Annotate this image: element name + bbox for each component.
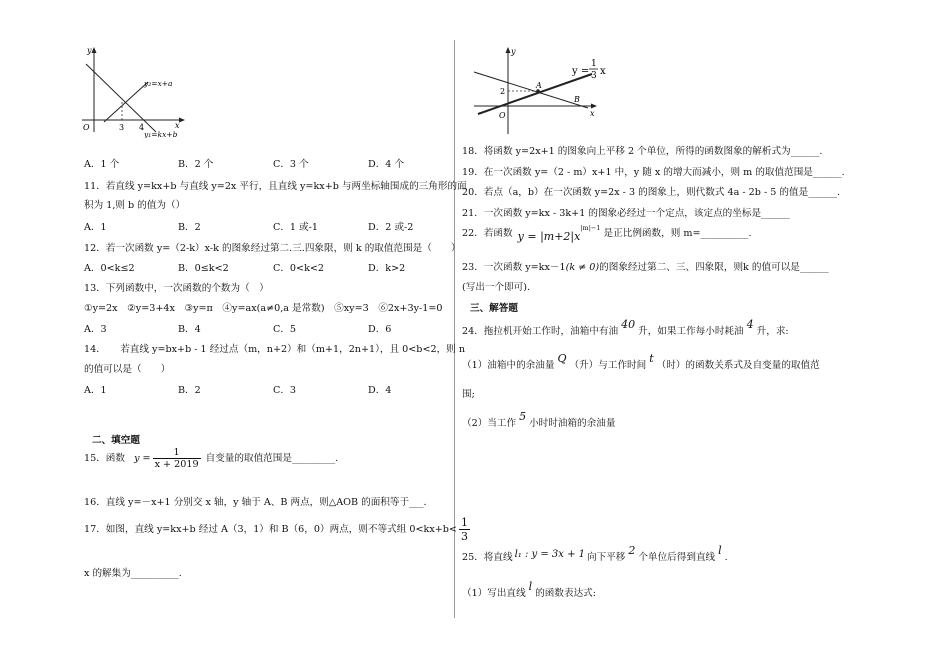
q15-numerator: 1 xyxy=(153,447,201,459)
option-d: D．k>2 xyxy=(368,263,406,274)
graph-x-label: x xyxy=(590,109,595,118)
option-a: A．1 xyxy=(84,222,107,233)
option-c: C．3 个 xyxy=(273,159,309,170)
q25-line-l1: l₁ : y = 3x + 1 xyxy=(514,549,586,560)
section-fill-blank-heading: 二、填空题 xyxy=(92,435,140,446)
q13-items: ①y=2x ②y=3+4x ③y=π ④y=ax(a≠0,a 是常数) ⑤xy=3 ⑥2x+3y-1=0 xyxy=(84,303,443,314)
q24-part-c: 升，求: xyxy=(756,326,789,337)
q14-options xyxy=(84,382,414,396)
section-solve-heading: 三、解答题 xyxy=(470,303,518,314)
q25-text: 25．将直线 l₁ : y = 3x + 1 向下平移2个单位后得到直线l. xyxy=(462,544,728,563)
option-c: C．0<k<2 xyxy=(273,263,325,274)
q15-prefix: 15．函数 xyxy=(84,453,125,464)
option-b: B．0≤k<2 xyxy=(178,263,229,274)
q23-line2: (写出一个即可). xyxy=(462,282,531,293)
q15-fraction xyxy=(153,447,201,470)
graph-tick-2: 2 xyxy=(500,87,506,96)
q25-part-b: 向下平移 xyxy=(587,552,626,563)
q14-line2: 的值可以是（ ） xyxy=(84,364,171,375)
graph-label-a: A xyxy=(536,81,542,90)
q24-sub1-c: （时）的函数关系式及自变量的取值范 xyxy=(656,360,820,371)
q24-four: 4 xyxy=(746,318,754,331)
q25-sub1-a: （1）写出直线 xyxy=(462,588,526,599)
graph-tick-3: 3 xyxy=(119,123,125,132)
q15-suffix: 自变量的取值范围是_________. xyxy=(205,453,339,464)
option-d: D．2 或-2 xyxy=(368,222,414,233)
q23-text xyxy=(462,259,829,273)
q23-condition: (k ≠ 0) xyxy=(565,262,600,273)
q22-formula: y = |m+2|x xyxy=(517,230,581,243)
option-a: A．1 个 xyxy=(84,159,120,170)
option-d: D．4 xyxy=(368,385,392,396)
q24-part-a: 24．拖拉机开始工作时，油箱中有油 xyxy=(462,326,619,337)
q24-sub2-a: （2）当工作 xyxy=(462,418,517,429)
q25-line-l: l xyxy=(718,544,722,557)
q17-prefix: 17．如图，直线 y=kx+b 经过 A（3，1）和 B（6，0）两点，则不等式组 0<kx+b< xyxy=(84,524,457,535)
left-graph xyxy=(78,44,188,138)
q22-prefix: 22．若函数 xyxy=(462,228,513,239)
q24-text xyxy=(462,318,789,337)
option-d: D．6 xyxy=(368,324,392,335)
q24-sub2-b: 小时时油箱的余油量 xyxy=(529,418,616,429)
q11-line1: 11．若直线 y=kx+b 与直线 y=2x 平行，且直线 y=kx+b 与两坐标轴围成的三角形的面 xyxy=(84,181,467,192)
q24-t: t xyxy=(649,352,654,365)
q24-sub2 xyxy=(462,410,615,429)
q23-suffix: 的图象经过第二、三、四象限，则k 的值可以是______ xyxy=(599,262,829,273)
q15-y: y = xyxy=(134,453,151,464)
q14-line1: 14． 若直线 y=bx+b - 1 经过点（m，n+2）和（m+1，2n+1），且 0<b<2，则 n xyxy=(84,344,466,355)
q17-numerator: 1 xyxy=(460,516,468,529)
graph-label-b: B xyxy=(574,95,580,104)
graph-line1-label: y₁=kx+b xyxy=(144,130,178,138)
q24-sub1-cont: 围; xyxy=(462,389,475,400)
q13-text: 13．下列函数中，一次函数的个数为（ ） xyxy=(84,283,269,294)
line-ab xyxy=(474,72,588,108)
q24-q: Q xyxy=(557,352,567,365)
graph-eq-prefix: y = xyxy=(572,66,590,77)
graph-origin: O xyxy=(83,123,90,132)
option-d: D．4 个 xyxy=(368,159,405,170)
option-b: B．2 xyxy=(178,222,201,233)
graph-eq-den: 3 xyxy=(591,71,597,81)
q23-prefix: 23．一次函数 y=kx－1 xyxy=(462,262,566,273)
line-y1 xyxy=(86,64,156,132)
q25-sub1-l: l xyxy=(528,580,533,593)
graph-eq-num: 1 xyxy=(591,59,597,69)
q25-two: 2 xyxy=(628,544,636,557)
option-b: B．2 xyxy=(178,385,201,396)
q24-five: 5 xyxy=(519,410,527,423)
q12-text: 12．若一次函数 y=（2-k）x-k 的图象经过第二.三.四象限，则 k 的取值范围是（ ） xyxy=(84,243,461,254)
graph-y-label: y xyxy=(511,47,516,56)
option-b: B．4 xyxy=(178,324,201,335)
graph-line2-label: y₂=x+a xyxy=(144,79,173,88)
q15-denominator: x + 2019 xyxy=(154,459,199,470)
graph-origin: O xyxy=(499,111,506,120)
option-c: C．1 或-1 xyxy=(273,222,319,233)
q25-part-a: 25．将直线 xyxy=(462,552,513,563)
graph-eq-suffix: x xyxy=(600,66,606,77)
q13-options xyxy=(84,321,414,335)
q18-text: 18．将函数 y=2x+1 的图象向上平移 2 个单位，所得的函数图象的解析式为______. xyxy=(462,146,823,157)
q22-text xyxy=(462,224,752,243)
q17-text xyxy=(84,516,472,543)
q17-denominator: 3 xyxy=(460,530,468,543)
q11-options xyxy=(84,219,414,233)
option-a: A．1 xyxy=(84,385,107,396)
graph-y-label: y xyxy=(87,46,92,55)
option-b: B．2 个 xyxy=(178,159,214,170)
q11-line2: 积为 1,则 b 的值为（） xyxy=(84,200,186,211)
q19-text: 19．在一次函数 y=（2 - m）x+1 中，y 随 x 的增大而减小，则 m 的取值范围是______. xyxy=(462,167,845,178)
q17-fraction xyxy=(459,516,470,543)
q10-options xyxy=(84,156,414,170)
graph-x-label: x xyxy=(175,121,180,130)
q24-part-b: 升，如果工作每小时耗油 xyxy=(638,326,744,337)
q22-exponent: |m|−1 xyxy=(580,224,601,232)
q24-sub1 xyxy=(462,352,820,371)
q24-sub1-b: （升）与工作时间 xyxy=(569,360,647,371)
line-third xyxy=(478,74,592,114)
q17-line2: x 的解集为__________. xyxy=(84,568,182,579)
q22-suffix: 是正比例函数，则 m=__________. xyxy=(603,228,752,239)
option-a: A．0<k≤2 xyxy=(84,263,135,274)
q21-text: 21．一次函数 y=kx - 3k+1 的图象必经过一个定点，该定点的坐标是______ xyxy=(462,208,790,219)
q20-text: 20．若点（a，b）在一次函数 y=2x - 3 的图象上，则代数式 4a - 2b - 5 的值是______. xyxy=(462,187,841,198)
q25-part-c: 个单位后得到直线 xyxy=(638,552,716,563)
q15-text xyxy=(84,447,338,470)
q16-text: 16．直线 y=－x+1 分别交 x 轴，y 轴于 A、B 两点，则△AOB 的面积等于___. xyxy=(84,497,427,508)
q24-forty: 40 xyxy=(621,318,636,331)
q25-sub1-b: 的函数表达式: xyxy=(535,588,596,599)
right-graph xyxy=(470,44,610,136)
option-c: C．3 xyxy=(273,385,297,396)
option-a: A．3 xyxy=(84,324,107,335)
graph-tick-4: 4 xyxy=(139,123,145,132)
q12-options xyxy=(84,260,414,274)
q25-sub1 xyxy=(462,580,596,599)
q24-sub1-a: （1）油箱中的余油量 xyxy=(462,360,555,371)
option-c: C．5 xyxy=(273,324,297,335)
